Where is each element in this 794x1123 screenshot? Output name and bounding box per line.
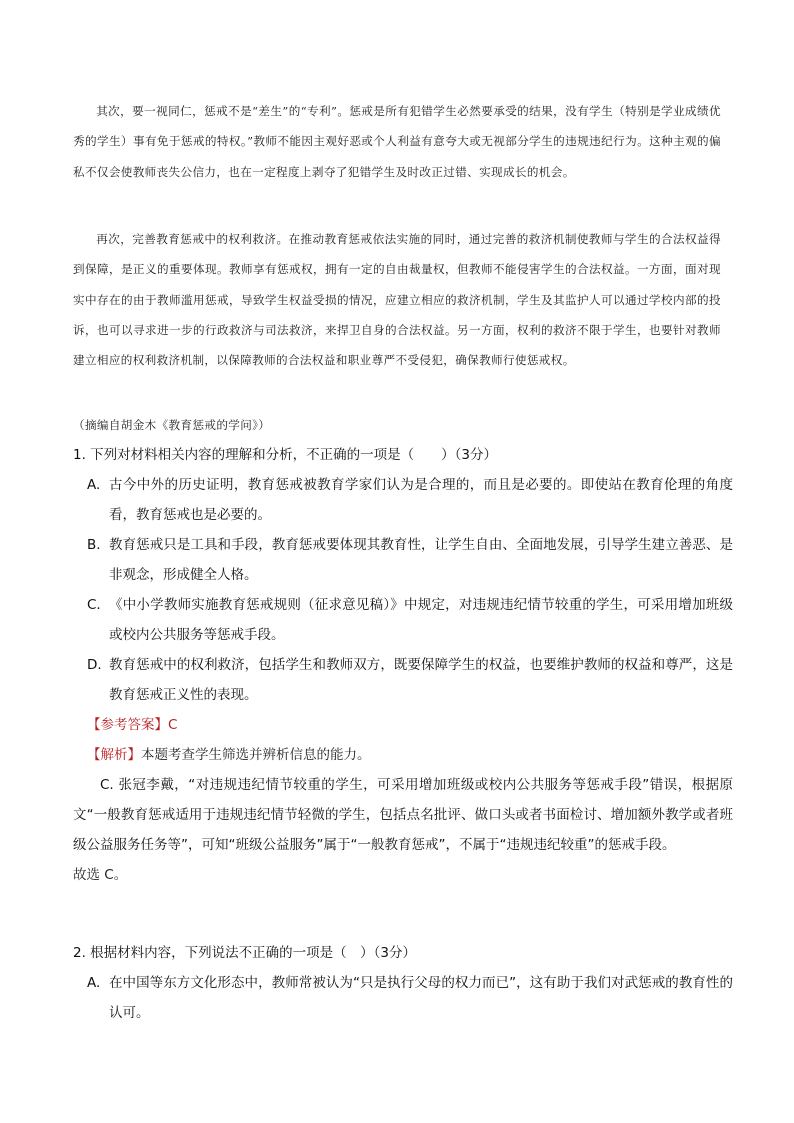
answer-label: 【参考答案】 [87, 717, 168, 733]
question-2-stem: 2. 根据材料内容，下列说法不正确的一项是（ ）（3分） [73, 945, 417, 961]
question-1 [73, 440, 733, 890]
analysis-line [87, 740, 733, 770]
passage-paragraph [73, 96, 721, 187]
option-text: 古今中外的历史证明，教育惩戒被教育学家们认为是合理的，而且是必要的。即使站在教育伦理的角度看，教育惩戒也是必要的。 [109, 477, 733, 523]
option-text: 教育惩戒中的权利救济，包括学生和教师双方，既要保障学生的权益，也要维护教师的权益和尊严，这是教育惩戒正义性的表现。 [109, 657, 733, 703]
analysis-conclusion: 故选 C。 [73, 867, 128, 883]
question-1-stem: 1. 下列对材料相关内容的理解和分析，不正确的一项是（ ）（3分） [73, 447, 498, 463]
passage-paragraph [73, 224, 721, 375]
answer-value: C [168, 717, 178, 733]
option-text: 在中国等东方文化形态中，教师常被认为“只是执行父母的权力而已”，这有助于我们对武惩戒的教育性的认可。 [109, 975, 733, 1021]
answer-line [87, 710, 733, 740]
option-b [87, 530, 733, 590]
passage-paragraph-1: 其次，要一视同仁，惩戒不是“差生”的“专利”。惩戒是所有犯错学生必然要承受的结果，没有学生（特别是学业成绩优秀的学生）事有免于惩戒的特权。”教师不能因主观好恶或个人利益有意夸大或无视部分学生的违规违纪行为。这种主观的偏私不仅会使教师丧失公信力，也在一定程度上剥夺了犯错学生及时改正过错、实现成长的机会。 [73, 104, 721, 179]
option-c [87, 590, 733, 650]
passage-source: （摘编自胡金木《教育惩戒的学问》） [73, 418, 271, 432]
analysis-label: 【解析】 [87, 747, 141, 763]
option-key: C. [87, 597, 101, 613]
question-2 [73, 938, 733, 1028]
option-key: D. [87, 657, 102, 673]
analysis-intro: 本题考查学生筛选并辨析信息的能力。 [141, 747, 371, 763]
option-d [87, 650, 733, 710]
analysis-body: C. 张冠李戴，“对违规违纪情节较重的学生，可采用增加班级或校内公共服务等惩戒手段”错误，根据原文“一般教育惩戒适用于违规违纪情节轻微的学生，包括点名批评、做口头或者书面检讨、增加额外教学或者班级公益服务任务等”，可知“班级公益服务”属于“一般教育惩戒”，不属于“违规违纪较重”的惩戒手段。 [73, 777, 733, 853]
option-key: A. [87, 975, 101, 991]
option-text: 教育惩戒只是工具和手段，教育惩戒要体现其教育性，让学生自由、全面地发展，引导学生建立善恶、是非观念，形成健全人格。 [109, 537, 733, 583]
option-text: 《中小学教师实施教育惩戒规则（征求意见稿）》中规定，对违规违纪情节较重的学生，可采用增加班级或校内公共服务等惩戒手段。 [109, 597, 733, 643]
option-a [87, 470, 733, 530]
option-key: B. [87, 537, 101, 553]
option-key: A. [87, 477, 101, 493]
option-a [87, 968, 733, 1028]
passage-paragraph-2: 再次，完善教育惩戒中的权利救济。在推动教育惩戒依法实施的同时，通过完善的救济机制使教师与学生的合法权益得到保障，是正义的重要体现。教师享有惩戒权，拥有一定的自由裁量权，但教师不能侵害学生的合法权益。一方面，面对现实中存在的由于教师滥用惩戒，导致学生权益受损的情况，应建立相应的救济机制，学生及其监护人可以通过学校内部的投诉，也可以寻求进一步的行政救济与司法救济，来捍卫自身的合法权益。另一方面，权利的救济不限于学生，也要针对教师建立相应的权利救济机制，以保障教师的合法权益和职业尊严不受侵犯，确保教师行使惩戒权。 [73, 232, 721, 368]
